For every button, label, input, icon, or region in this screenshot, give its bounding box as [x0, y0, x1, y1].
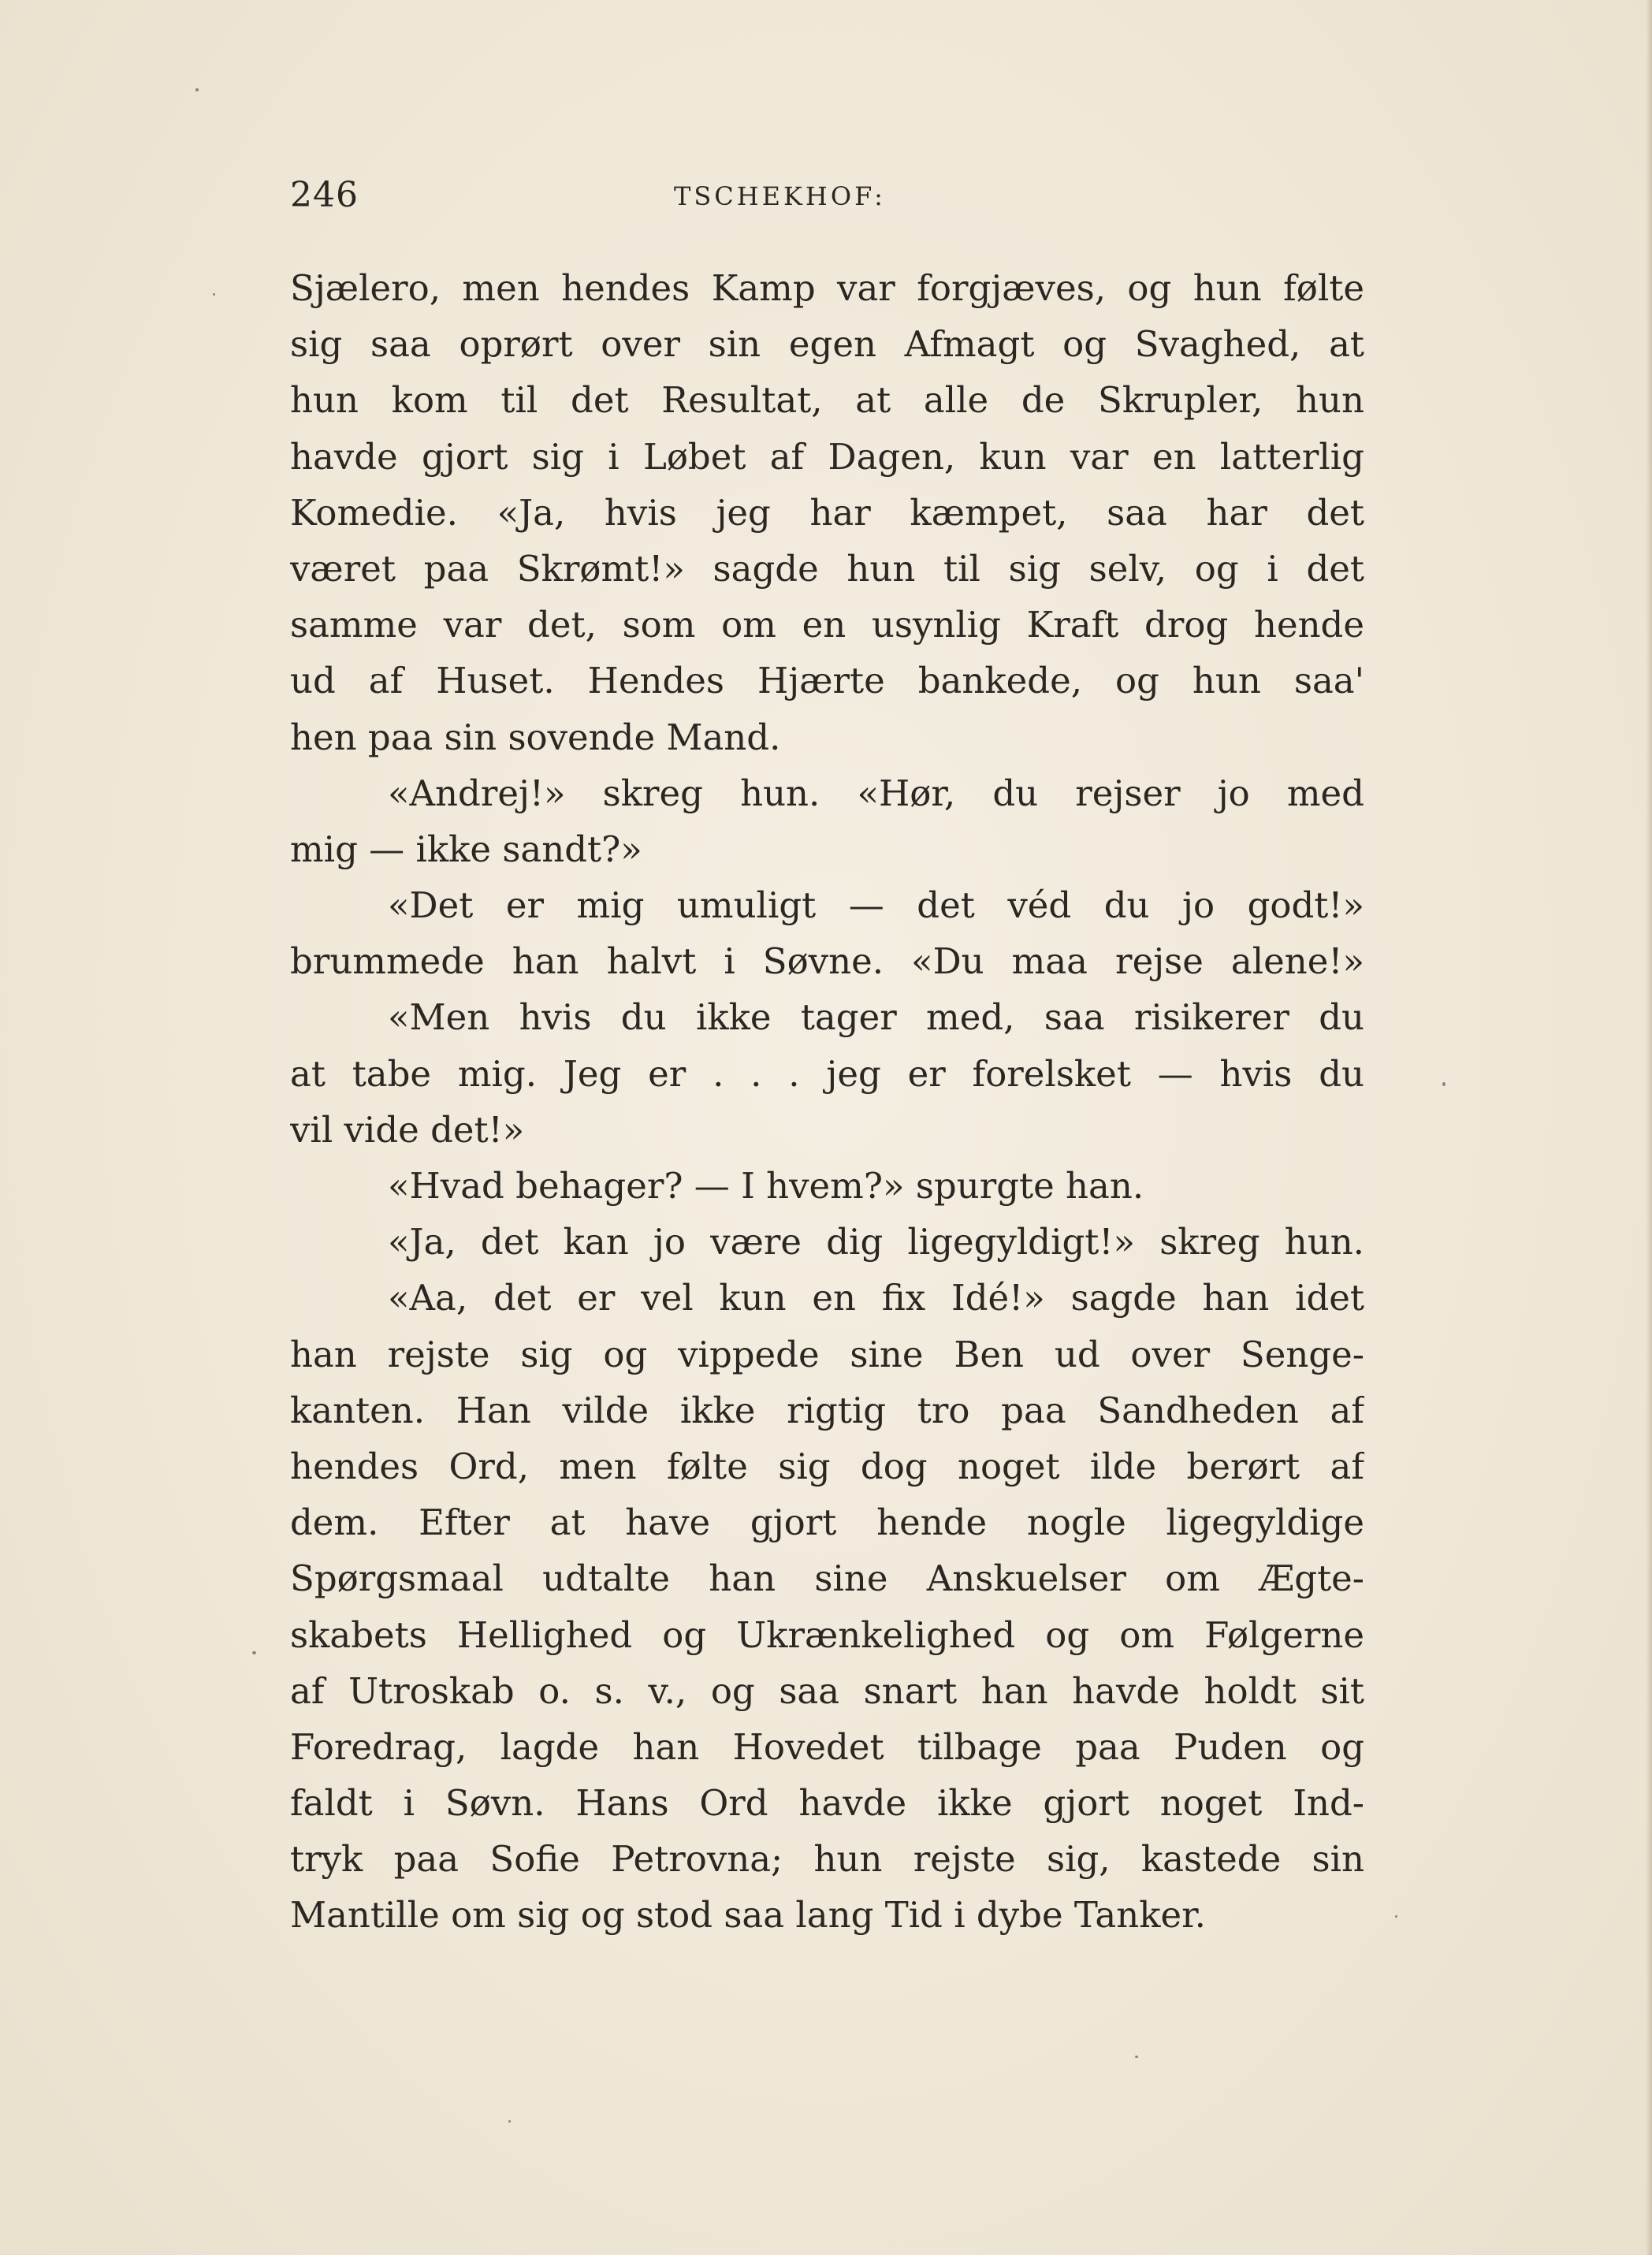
text-line: «Ja, det kan jo være dig ligegyldigt!» skreg hun.: [388, 1221, 1364, 1263]
text-line: havde gjort sig i Løbet af Dagen, kun var en latterlig: [290, 435, 1364, 478]
text-line: ud af Huset. Hendes Hjærte bankede, og hun saa': [290, 660, 1364, 702]
text-line: hun kom til det Resultat, at alle de Skrupler, hun: [290, 379, 1364, 422]
text-line: han rejste sig og vippede sine Ben ud over Senge-: [290, 1333, 1364, 1375]
text-line: tryk paa Sofie Petrovna; hun rejste sig, kastede sin: [290, 1838, 1364, 1881]
text-line: sig saa oprørt over sin egen Afmagt og Svaghed, at: [290, 323, 1364, 366]
running-head: [290, 175, 1362, 230]
text-line: hen paa sin sovende Mand.: [290, 716, 781, 758]
text-line: «Aa, det er vel kun en fix Idé!» sagde han idet: [388, 1277, 1364, 1319]
text-line: «Andrej!» skreg hun. «Hør, du rejser jo med: [388, 772, 1364, 814]
body-text: [290, 260, 1364, 1944]
text-line: kanten. Han vilde ikke rigtig tro paa Sandheden af: [290, 1389, 1364, 1431]
page-number: 246: [290, 175, 359, 215]
text-line: faldt i Søvn. Hans Ord havde ikke gjort noget Ind-: [290, 1782, 1364, 1825]
text-line: hendes Ord, men følte sig dog noget ilde berørt af: [290, 1445, 1364, 1487]
text-line: skabets Hellighed og Ukrænkelighed og om Følgerne: [290, 1613, 1364, 1656]
paper-speck: [1395, 1915, 1397, 1918]
paper-speck: [213, 293, 215, 296]
text-line: vil vide det!»: [290, 1108, 525, 1151]
paper-speck: [1442, 1082, 1446, 1086]
paper-speck: [1135, 2056, 1138, 2058]
text-line: Sjælero, men hendes Kamp var forgjæves, og hun følte: [290, 267, 1364, 309]
running-title: TSCHEKHOF:: [674, 181, 886, 211]
page-edge: [1646, 0, 1652, 2255]
text-line: Mantille om sig og stod saa lang Tid i dybe Tanker.: [290, 1894, 1206, 1937]
paper-speck: [252, 1651, 256, 1654]
text-line: at tabe mig. Jeg er . . . jeg er forelsket — hvis du: [290, 1052, 1364, 1095]
text-line: Foredrag, lagde han Hovedet tilbage paa Puden og: [290, 1725, 1364, 1768]
text-line: Komedie. «Ja, hvis jeg har kæmpet, saa har det: [290, 491, 1364, 534]
paper-speck: [508, 2120, 511, 2123]
text-line: «Det er mig umuligt — det véd du jo godt!»: [388, 884, 1364, 927]
text-line: været paa Skrømt!» sagde hun til sig selv, og i det: [290, 547, 1364, 590]
text-line: mig — ikke sandt?»: [290, 828, 642, 870]
text-line: «Men hvis du ikke tager med, saa risikerer du: [388, 996, 1364, 1039]
text-line: samme var det, som om en usynlig Kraft drog hende: [290, 604, 1364, 646]
text-line: brummede han halvt i Søvne. «Du maa rejse alene!»: [290, 940, 1364, 983]
paper-speck: [195, 88, 199, 91]
text-line: «Hvad behager? — I hvem?» spurgte han.: [388, 1165, 1144, 1207]
text-line: Spørgsmaal udtalte han sine Anskuelser om Ægte-: [290, 1557, 1364, 1600]
text-line: af Utroskab o. s. v., og saa snart han havde holdt sit: [290, 1669, 1364, 1712]
text-line: dem. Efter at have gjort hende nogle ligegyldige: [290, 1501, 1364, 1544]
